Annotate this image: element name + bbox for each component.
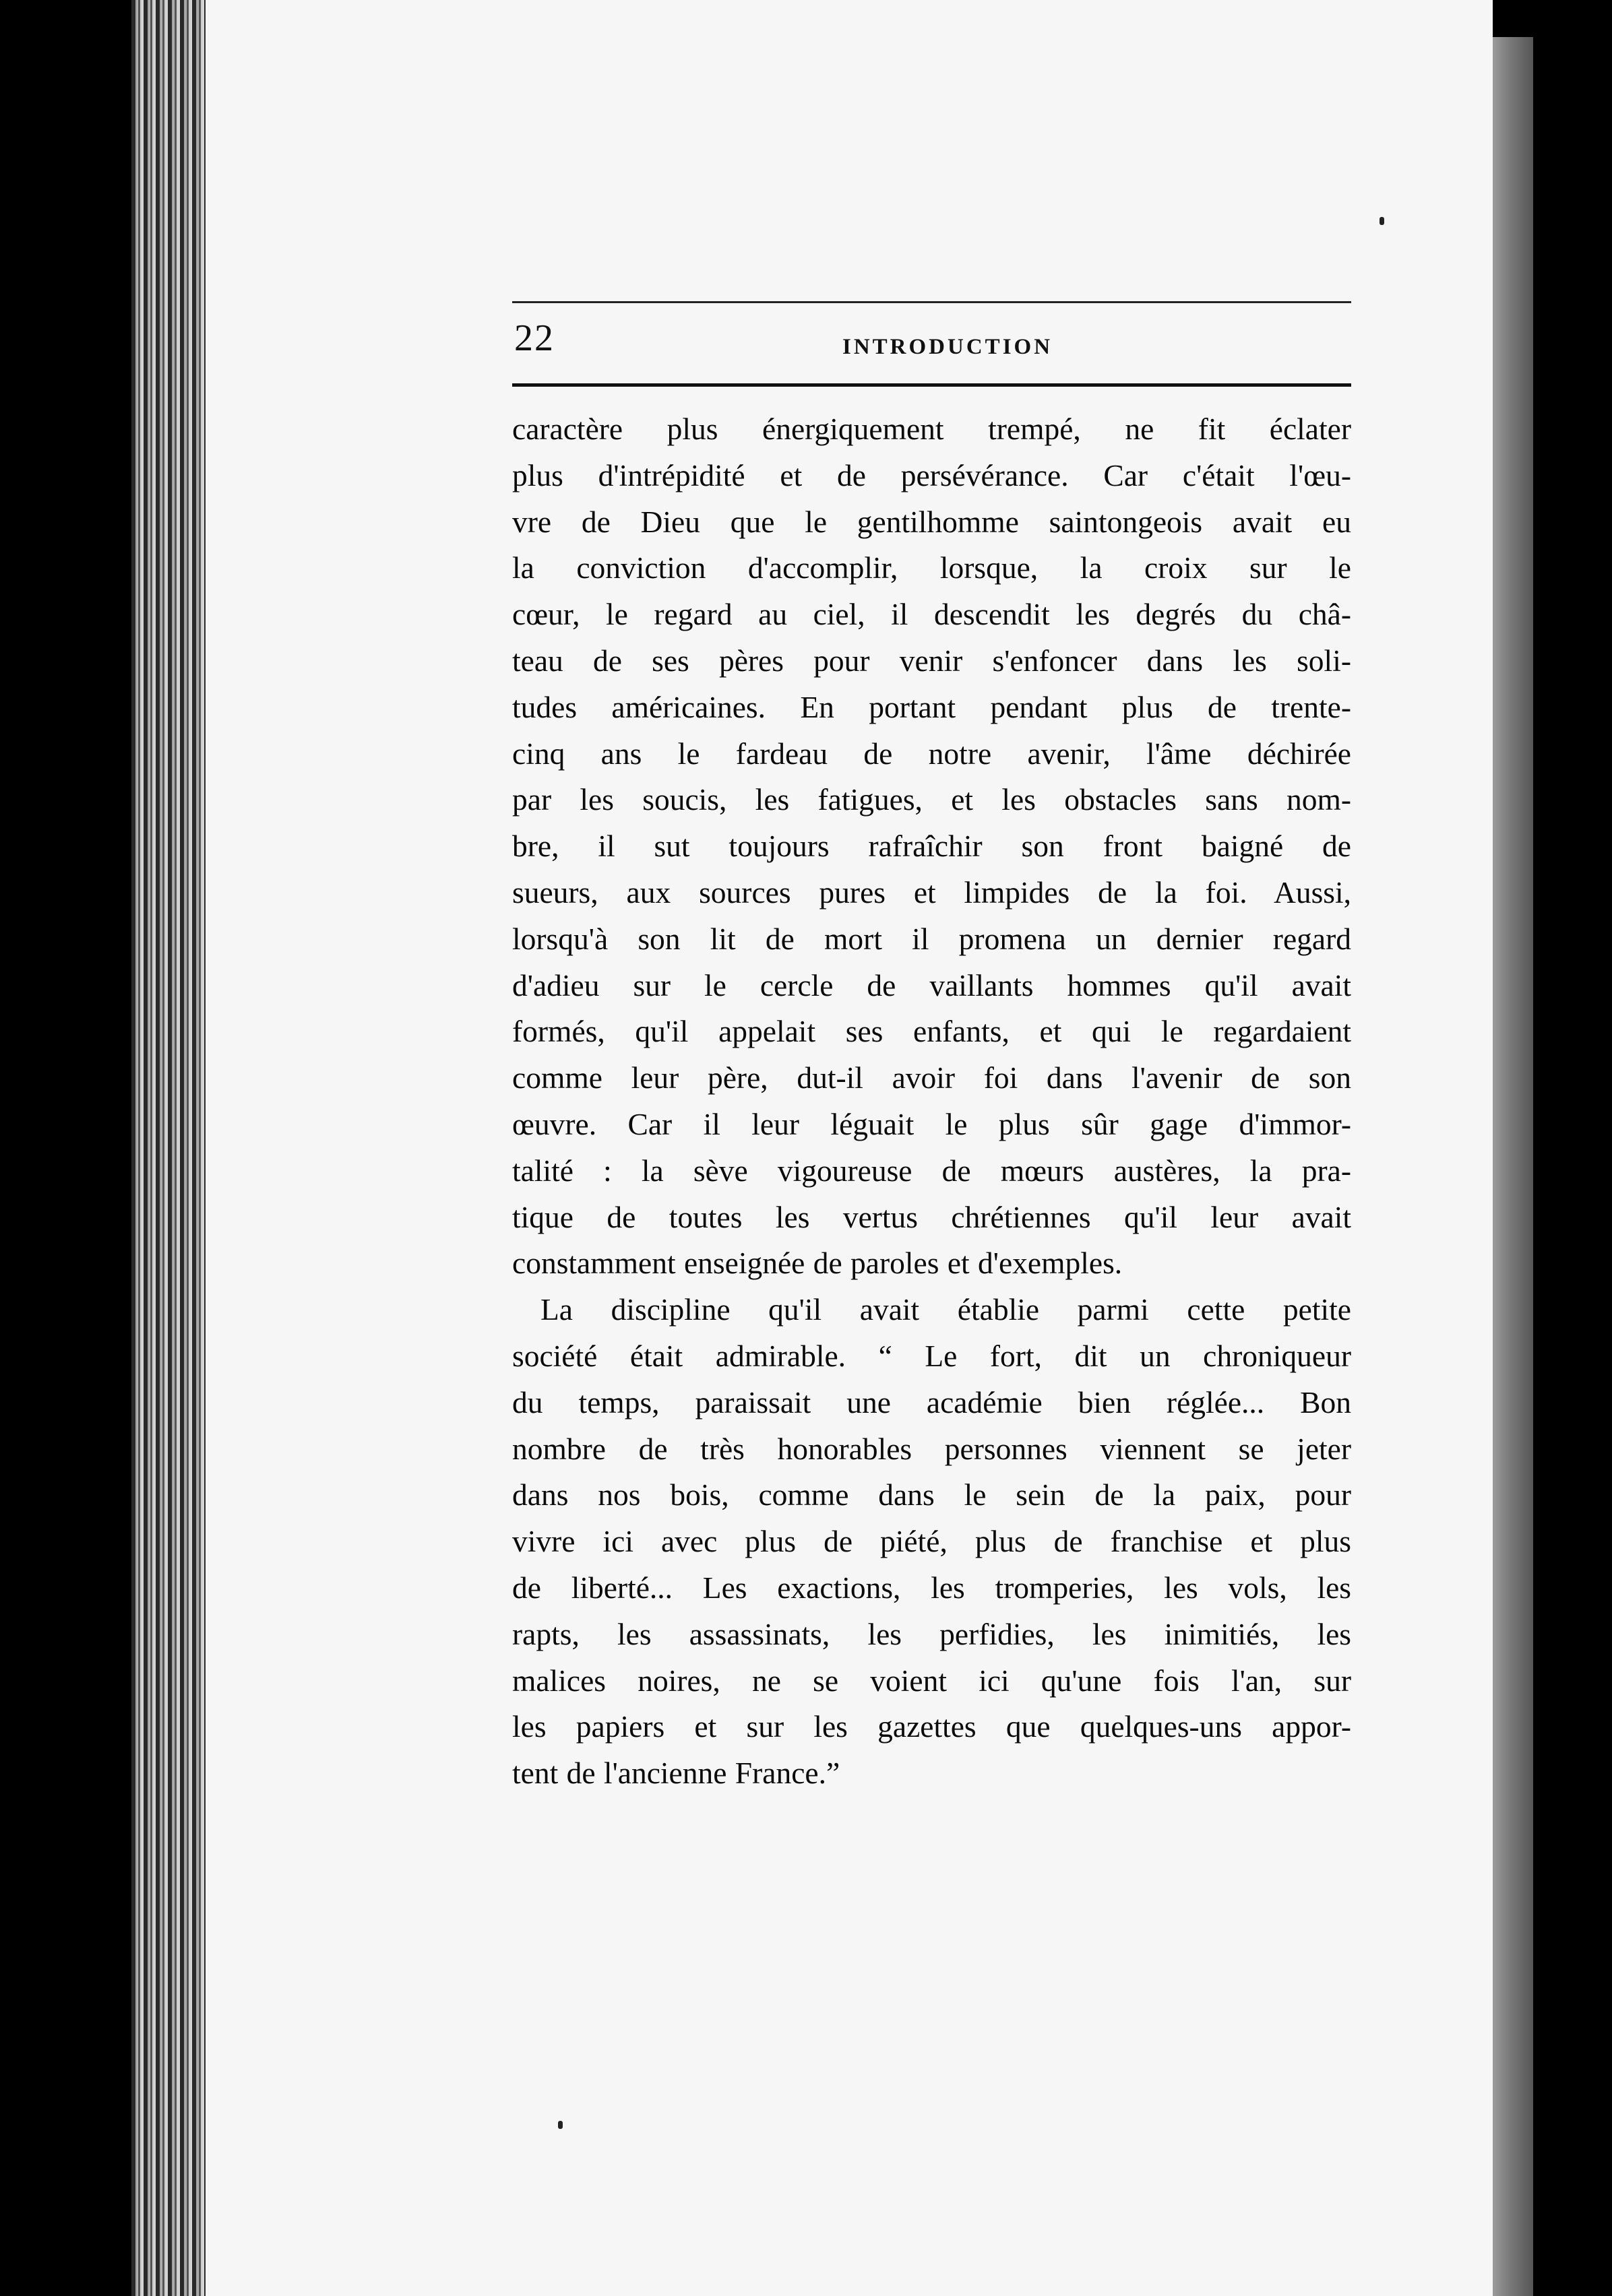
text-line: tent de l'ancienne France.” <box>512 1756 840 1791</box>
text-line: tudes américaines. En portant pendant plus de trente- <box>512 689 1351 724</box>
text-line: la conviction d'accomplir, lorsque, la croix sur le <box>512 550 1351 585</box>
speck-mark <box>558 2121 563 2129</box>
text-line: cœur, le regard au ciel, il descendit les degrés du châ- <box>512 597 1351 632</box>
body-text <box>512 406 1351 1797</box>
text-line: bre, il sut toujours rafraîchir son front baigné de <box>512 829 1351 864</box>
text-line: par les soucis, les fatigues, et les obstacles sans nom- <box>512 782 1351 817</box>
text-line: lorsqu'à son lit de mort il promena un dernier regard <box>512 921 1351 956</box>
text-line: tique de toutes les vertus chrétiennes qu'il leur avait <box>512 1199 1351 1234</box>
text-line: société était admirable. “ Le fort, dit un chroniqueur <box>512 1338 1351 1373</box>
running-head: INTRODUCTION <box>842 335 1053 359</box>
text-line: du temps, paraissait une académie bien réglée... Bon <box>512 1384 1351 1420</box>
text-line: plus d'intrépidité et de persévérance. Car c'était l'œu- <box>512 457 1351 492</box>
text-line: caractère plus énergiquement trempé, ne fit éclater <box>512 412 1351 446</box>
text-line: dans nos bois, comme dans le sein de la paix, pour <box>512 1477 1351 1512</box>
text-line: formés, qu'il appelait ses enfants, et qui le regardaient <box>512 1014 1351 1049</box>
text-line: sueurs, aux sources pures et limpides de la foi. Aussi, <box>512 874 1351 910</box>
book-page-edges-left <box>131 0 206 2296</box>
text-line: vre de Dieu que le gentilhomme saintongeois avait eu <box>512 504 1351 539</box>
speck-mark <box>1380 217 1384 225</box>
text-line: de liberté... Les exactions, les tromperies, les vols, les <box>512 1570 1351 1605</box>
text-line: La discipline qu'il avait établie parmi cette petite <box>540 1292 1351 1327</box>
page-number: 22 <box>514 317 555 359</box>
header-rule-top <box>512 301 1351 303</box>
text-line: les papiers et sur les gazettes que quelques-uns appor- <box>512 1709 1351 1744</box>
header-rule-bottom <box>512 383 1351 387</box>
text-line: rapts, les assassinats, les perfidies, les inimitiés, les <box>512 1616 1351 1651</box>
text-line: comme leur père, dut-il avoir foi dans l'avenir de son <box>512 1060 1351 1095</box>
text-line: nombre de très honorables personnes viennent se jeter <box>512 1431 1351 1466</box>
text-line: talité : la sève vigoureuse de mœurs austères, la pra- <box>512 1153 1351 1188</box>
text-line: constamment enseignée de paroles et d'exemples. <box>512 1246 1123 1281</box>
text-line: vivre ici avec plus de piété, plus de franchise et plus <box>512 1524 1351 1559</box>
text-line: d'adieu sur le cercle de vaillants hommes qu'il avait <box>512 967 1351 1002</box>
text-line: cinq ans le fardeau de notre avenir, l'âme déchirée <box>512 736 1351 771</box>
text-line: teau de ses pères pour venir s'enfoncer dans les soli- <box>512 643 1351 678</box>
book-page-edges-right <box>1493 37 1533 2296</box>
text-line: malices noires, ne se voient ici qu'une fois l'an, sur <box>512 1663 1351 1698</box>
text-line: œuvre. Car il leur léguait le plus sûr gage d'immor- <box>512 1106 1351 1141</box>
